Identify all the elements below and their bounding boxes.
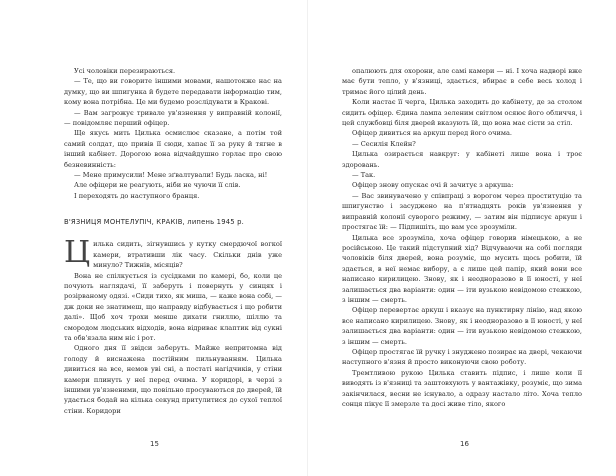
paragraph: — Так. <box>352 171 376 180</box>
right-page <box>308 0 616 476</box>
paragraph: Тремтливою рукою Цилька ставить підпис, і лише коли її виводять із в'язниці та заштовхують у вантажівку, розуміє, що зима закінчилася, весни не існувало, а одразу настало літо. Хоча тепло сонця пікує її змерзле та досі живе тіло, якого <box>342 368 582 408</box>
drop-cap: Ц <box>64 235 91 271</box>
paragraph: — Мене примусили! Мене зґвалтували! Будь ласка, ні! <box>74 171 268 180</box>
paragraph: — Те, що ви говорите іншими мовами, нашотокже нас на думку, що ви шпигунка й будете передавати інформацію тим, кому вона потрібна. Це ми будемо розслідувати в Кракові. <box>64 77 282 107</box>
paragraph <box>64 235 282 271</box>
paragraph: І переходять до наступного бранця. <box>74 191 200 200</box>
left-top-text <box>64 66 282 201</box>
paragraph: Офіцер простягає їй ручку і знуджено позирає на двері, чекаючи наступного в'язня й просто виконуючи свою роботу. <box>342 347 582 367</box>
paragraph: Але офіцери не реагують, ніби не чуючи її слів. <box>74 181 241 190</box>
paragraph: Ще якусь мить Цилька осмислює сказане, а потім той самий солдат, що привів її сюди, хапає її за руку й тягне в інший кабінет. Дорогою вона відчайдушно горлає про свою безневинність: <box>64 129 282 169</box>
section-heading: В'ЯЗНИЦЯ МОНТЕЛУПІЧ, КРАКІВ, липень 1945 р. <box>64 218 245 227</box>
paragraph: Одного дня її звідси заберуть. Майже непритомна від голоду й виснажена постійним пильнуванням. Цилька дивиться на все, немов уві сні, а постаті нагідчиків, у стіни камери плинуть у неї перед очима. У коридорі, в черзі з іншими ув'язненими, що повільно просуваються до дверей, їй удається бодай на кілька секунд притулитися до сухої теплої стіни. Коридори <box>64 344 282 415</box>
paragraph: Вона не спілкується із сусідками по камері, бо, коли це почують наглядачі, її заберуть і повернуть у синцях і розірваному одязі. «Сиди тихо, як миша, — каже вона собі, — дж доки не знатимеш, що направду відбувається і що робити далі». Щоб хоч трохи менше дихати гниллю, шіллю та смородом людських відходів, вона відриває клаптик від сукні та обв'язала ним ніс і рот. <box>64 271 282 342</box>
paragraph: Цилька все зрозуміла, хоча офіцер говорив німецькою, а не російською. Це такий підступний хід? Відчуваючи на собі погляди чоловіків біля дверей, вона розуміє, що мусить щось робити, їй здається, в неї немає вибору, а є лише цей папір, який вони все написано кирилицею. Знову, як і неодноразово в її юності, у неї залишається два варіанти: один — іти вузькою невідомою стежкою, з іншим — смерть. <box>342 233 582 304</box>
paragraph: Цилька озирається навкруг: у кабінеті лише вона і троє здоровань. <box>342 150 582 169</box>
paragraph: — Вам загрожує тривале ув'язнення у виправній колонії, — повідомляє перший офіцер. <box>64 108 282 128</box>
paragraph: Офіцер перевертає аркуш і вказує на пунктирну лінію, над якою все написано кирилицею. Знову, як і неодноразово в її юності, у неї залишається два варіанти: один — іти вузькою невідомою стежкою, з іншим — смерть. <box>342 306 582 346</box>
paragraph: Офіцер знову опускає очі й зачитує з аркуша: <box>352 181 514 190</box>
paragraph-text: илька сидить, зігнувшись у кутку смердючої вогкої камери, втративши лік часу. Скільки днів уже минуло? Тижнів, місяців? <box>93 240 282 270</box>
paragraph: — Сесилія Клейн? <box>352 139 416 148</box>
left-bottom-text <box>64 235 282 416</box>
page-number-right: 16 <box>460 440 469 448</box>
paragraph: Усі чоловіки перезираються. <box>74 67 176 75</box>
page-number-left: 15 <box>150 440 159 448</box>
paragraph: Офіцер дивиться на аркуш перед його очима. <box>352 129 513 138</box>
paragraph: — Вас звинувачено у співпраці з ворогом через проституцію та шпигунство і засуджено на п'ятнадцять років ув'язнення у виправній колонії суворого режиму, — затим він підписує аркуш і простягає їй: — Підпишіть, що вам усе зрозуміли. <box>342 191 582 232</box>
paragraph: Коли настає її черга, Цилька заходить до кабінету, де за столом сидить офіцер. Єдина лампа зеленим світлом осяює його обличчя, і цей службовці біля дверей вказують їй, що вона має сісти за стіл. <box>342 98 582 128</box>
paragraph: опалюють для охорони, але самі камери — ні. І хоча надворі вже має бути тепло, у в'язниці, здається, вбирає в себе весь холод і тримає його цілий день. <box>342 67 582 96</box>
right-text <box>342 66 582 409</box>
